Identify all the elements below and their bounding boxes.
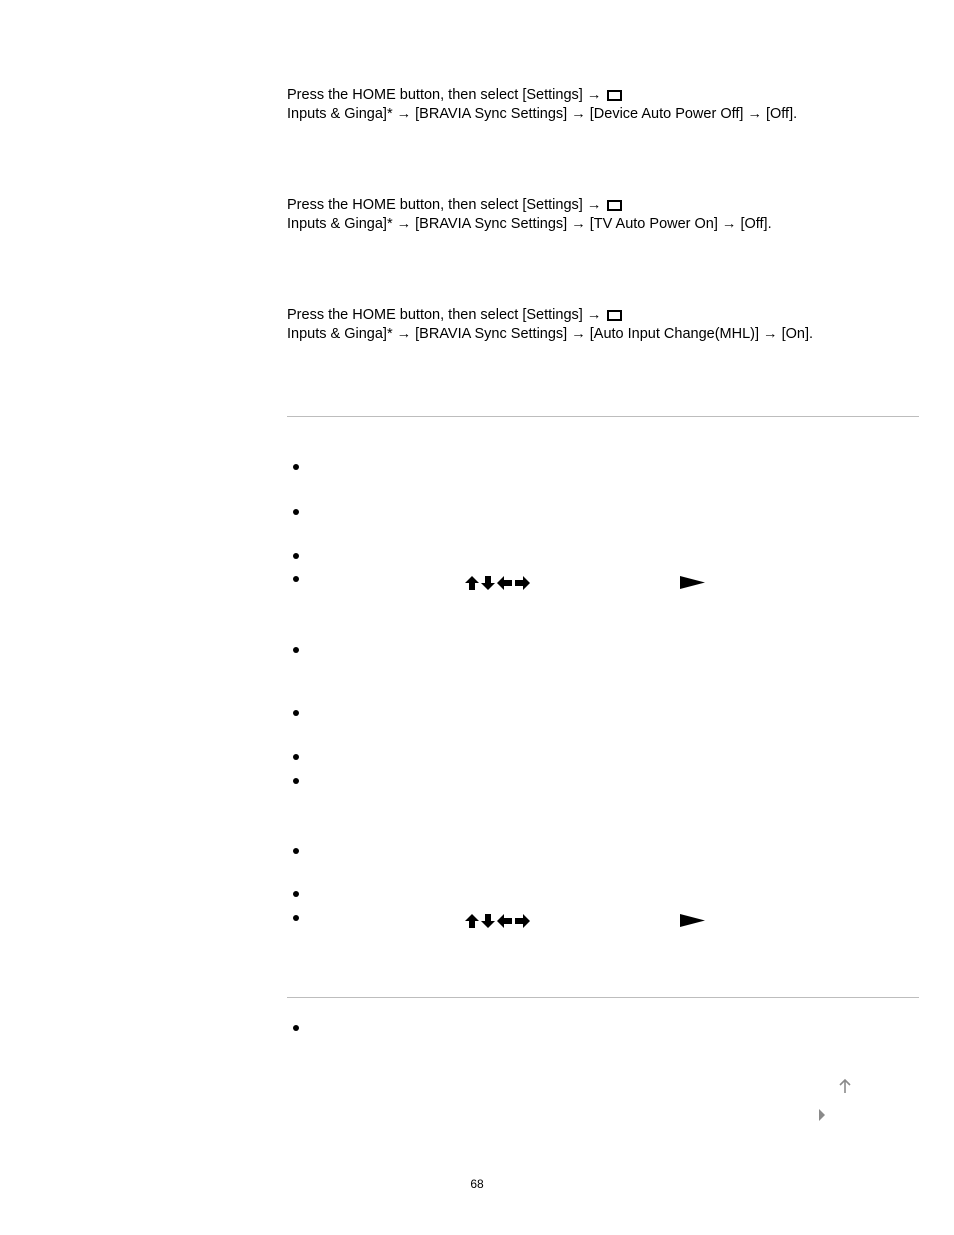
list-bullet [293, 915, 299, 921]
list-bullet [293, 647, 299, 653]
list-bullet [293, 754, 299, 760]
instruction-line-2: Inputs & Ginga]* → [BRAVIA Sync Settings] → [Device Auto Power Off] → [Off]. [287, 105, 798, 122]
instruction-line-1 [287, 86, 907, 105]
list-bullet [293, 576, 299, 582]
play-icon [680, 914, 705, 927]
direction-arrows-icon [465, 576, 531, 590]
page-number: 68 [470, 1177, 484, 1191]
right-triangle-icon[interactable] [818, 1109, 826, 1121]
instruction-line-1 [287, 196, 907, 215]
instruction-auto-input-change [287, 306, 907, 343]
instruction-tv-auto-power-on [287, 196, 907, 233]
list-bullet [293, 848, 299, 854]
external-inputs-icon [607, 200, 622, 211]
up-arrow-icon[interactable] [838, 1078, 852, 1094]
list-bullet [293, 1025, 299, 1031]
instruction-text: Press the HOME button, then select [Settings] → [287, 307, 602, 323]
section-divider [287, 416, 919, 417]
play-icon [680, 576, 705, 589]
external-inputs-icon [607, 90, 622, 101]
list-bullet [293, 464, 299, 470]
instruction-text: Press the HOME button, then select [Settings] → [287, 87, 602, 103]
list-bullet [293, 778, 299, 784]
list-bullet [293, 553, 299, 559]
list-bullet [293, 710, 299, 716]
list-bullet [293, 509, 299, 515]
instruction-text: Press the HOME button, then select [Settings] → [287, 197, 602, 213]
instruction-line-2: Inputs & Ginga]* → [BRAVIA Sync Settings] → [TV Auto Power On] → [Off]. [287, 215, 772, 232]
direction-arrows-icon [465, 914, 531, 928]
instruction-device-auto-power-off [287, 86, 907, 123]
section-divider [287, 997, 919, 998]
instruction-line-2: Inputs & Ginga]* → [BRAVIA Sync Settings] → [Auto Input Change(MHL)] → [On]. [287, 325, 814, 342]
external-inputs-icon [607, 310, 622, 321]
list-bullet [293, 891, 299, 897]
instruction-line-1 [287, 306, 907, 325]
